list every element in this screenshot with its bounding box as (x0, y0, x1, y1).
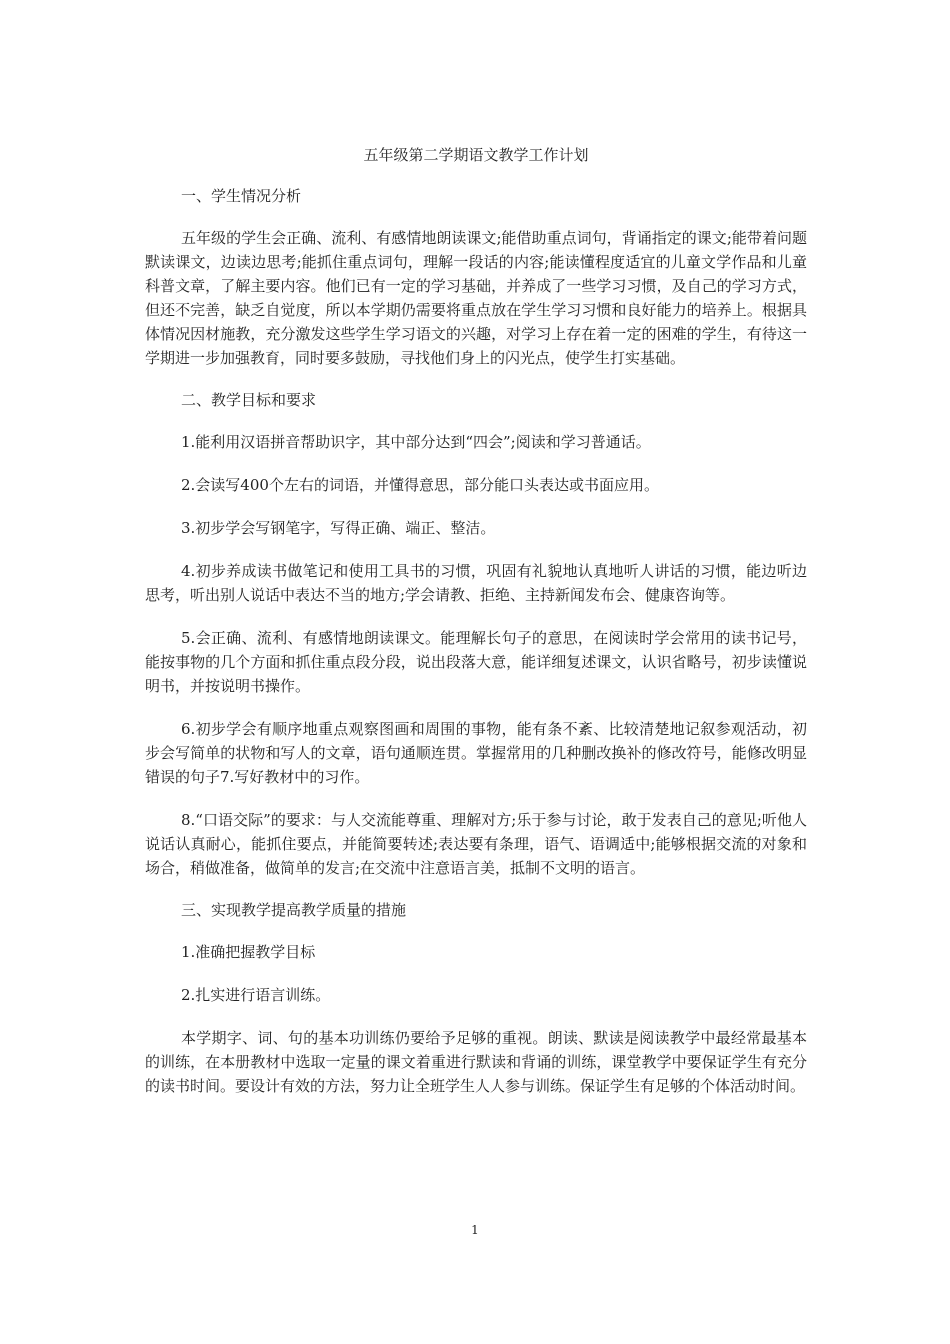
page-number: 1 (471, 1223, 479, 1237)
goal-item-8: 8.“口语交际”的要求：与人交流能尊重、理解对方;乐于参与讨论，敢于发表自己的意见;听他人说话认真耐心，能抓住要点，并能简要转述;表达要有条理，语气、语调适中;能够根据交流的对象和场合，稍做准备，做简单的发言;在交流中注意语言美，抵制不文明的语言。 (145, 811, 807, 877)
document-body (145, 144, 807, 1117)
goal-item-2: 2.会读写400个左右的词语，并懂得意思，部分能口头表达或书面应用。 (181, 476, 659, 494)
section-heading-measures: 三、实现教学提高教学质量的措施 (181, 901, 407, 919)
goal-item-4: 4.初步养成读书做笔记和使用工具书的习惯，巩固有礼貌地认真地听人讲话的习惯，能边听边思考，听出别人说话中表达不当的地方;学会请教、拒绝、主持新闻发布会、健康咨询等。 (145, 562, 807, 604)
document-title: 五年级第二学期语文教学工作计划 (363, 146, 589, 164)
goal-item-1: 1.能利用汉语拼音帮助识字，其中部分达到“四会”;阅读和学习普通话。 (181, 433, 651, 451)
paragraph-student-analysis: 五年级的学生会正确、流利、有感情地朗读课文;能借助重点词句，背诵指定的课文;能带着问题默读课文，边读边思考;能抓住重点词句，理解一段话的内容;能读懂程度适宜的儿童文学作品和儿童科普文章，了解主要内容。他们已有一定的学习基础，并养成了一些学习习惯，及自己的学习方式，但还不完善，缺乏自觉度，所以本学期仍需要将重点放在学生学习习惯和良好能力的培养上。根据具体情况因材施教，充分激发这些学生学习语文的兴趣，对学习上存在着一定的困难的学生，有待这一学期进一步加强教育，同时要多鼓励，寻找他们身上的闪光点，使学生打实基础。 (145, 229, 807, 367)
paragraph-measures-detail: 本学期字、词、句的基本功训练仍要给予足够的重视。朗读、默读是阅读教学中最经常最基本的训练，在本册教材中选取一定量的课文着重进行默读和背诵的训练，课堂教学中要保证学生有充分的读书时间。要设计有效的方法，努力让全班学生人人参与训练。保证学生有足够的个体活动时间。 (145, 1029, 807, 1095)
section-heading-goals: 二、教学目标和要求 (181, 391, 317, 409)
goal-item-5: 5.会正确、流利、有感情地朗读课文。能理解长句子的意思，在阅读时学会常用的读书记号，能按事物的几个方面和抓住重点段分段，说出段落大意，能详细复述课文，认识省略号，初步读懂说明书，并按说明书操作。 (145, 629, 807, 695)
goal-item-6: 6.初步学会有顺序地重点观察图画和周围的事物，能有条不紊、比较清楚地记叙参观活动，初步会写简单的状物和写人的文章，语句通顺连贯。掌握常用的几种删改换补的修改符号，能修改明显错误的句子7.写好教材中的习作。 (145, 720, 807, 786)
measure-item-1: 1.准确把握教学目标 (181, 943, 316, 961)
goal-item-3: 3.初步学会写钢笔字，写得正确、端正、整洁。 (181, 519, 496, 537)
measure-item-2: 2.扎实进行语言训练。 (181, 986, 331, 1004)
section-heading-student-analysis: 一、学生情况分析 (181, 187, 302, 205)
